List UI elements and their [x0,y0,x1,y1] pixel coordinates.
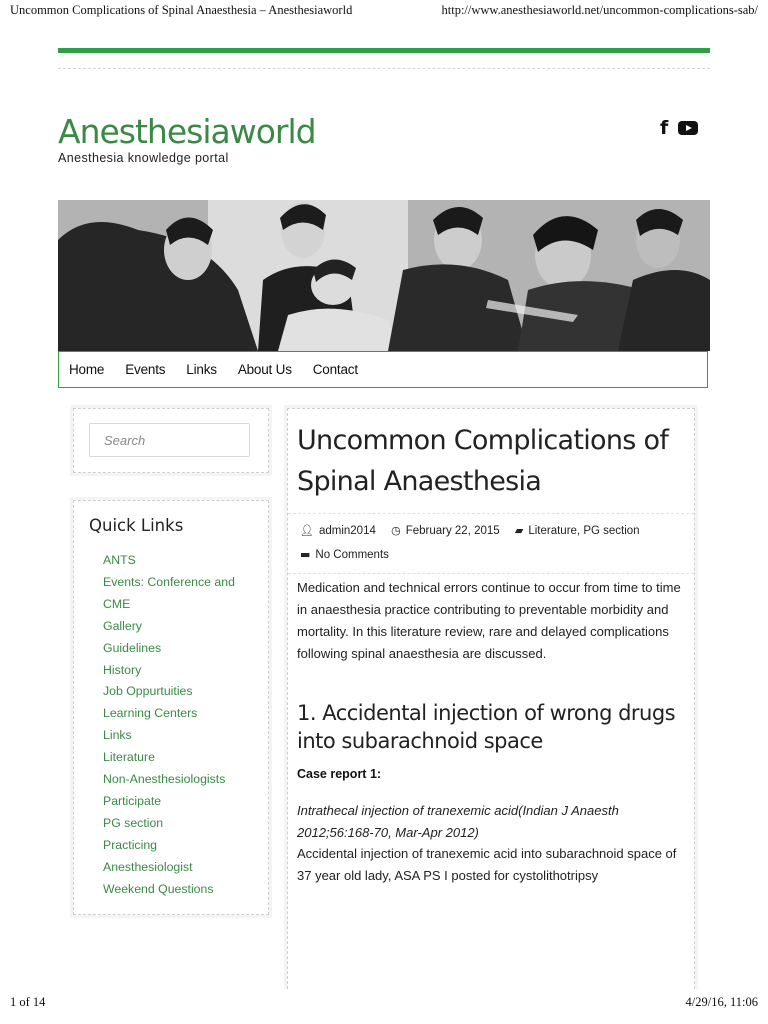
article [287,408,695,989]
print-footer [0,995,768,1015]
quick-link-gallery[interactable]: Gallery [103,618,142,633]
quick-link-non-anesthesiologists[interactable]: Non-Anesthesiologists [103,772,226,787]
quick-link-participate[interactable]: Participate [103,793,162,808]
search-widget [73,408,269,473]
case-citation: Intrathecal injection of tranexemic acid(Indian J Anaesth 2012;56:168-70, Mar-Apr 2012) [297,803,619,840]
print-url: http://www.anesthesiaworld.net/uncommon-complications-sab/ [441,3,758,17]
date-link[interactable]: February 22, 2015 [405,525,500,537]
clock-icon: ◷ [391,524,401,537]
quick-link-practicing[interactable]: Practicing [103,837,157,852]
print-page-title: Uncommon Complications of Spinal Anaesthesia – Anesthesiaworld [10,3,353,17]
quick-link-weekend-questions[interactable]: Weekend Questions [103,881,214,896]
quick-links-list [103,550,253,901]
top-accent-bar [58,48,710,53]
author-link[interactable]: admin2014 [318,525,376,537]
social-links [660,118,698,138]
quick-link-ants[interactable]: ANTS [103,553,136,567]
quick-link-pg-section[interactable]: PG section [103,815,164,830]
quick-link-events-conference[interactable]: Events: Conference and [103,574,235,589]
article-meta [300,519,680,567]
quick-link-anesthesiologist[interactable]: Anesthesiologist [103,859,193,874]
categories-link[interactable]: Literature, PG section [528,525,640,537]
divider [58,68,710,69]
quick-link-learning-centers[interactable]: Learning Centers [103,706,198,721]
user-icon: 👤︎ [300,524,314,537]
nav-item-events[interactable]: Events [125,362,166,377]
header-image [58,200,710,351]
nav-item-home[interactable]: Home [69,362,105,377]
meta-comments [300,543,389,567]
nav-item-contact[interactable]: Contact [312,362,358,377]
print-page-number: 1 of 14 [10,995,46,1009]
quick-link-links[interactable]: Links [103,728,132,743]
article-title: Uncommon Complications of Spinal Anaesthesia [297,425,669,497]
folder-icon: ▰ [514,524,524,537]
site-tagline: Anesthesia knowledge portal [58,151,229,165]
engraving-illustration [58,200,710,351]
nav-item-about-us[interactable]: About Us [237,362,292,377]
quick-link-history[interactable]: History [103,662,142,677]
facebook-icon[interactable]: f [660,117,669,139]
meta-date [391,519,500,543]
quick-link-literature[interactable]: Literature [103,750,155,765]
main-nav [58,351,708,388]
divider [288,573,694,574]
case-text: Accidental injection of tranexemic acid into subarachnoid space of 37 year old lady, ASA PS I posted for cystolithotripsy [297,846,677,883]
quick-link-job-opportunities[interactable]: Job Oppurtuities [103,684,193,699]
comment-icon: ▬ [300,548,311,561]
search-input[interactable] [89,423,250,457]
quick-links-title: Quick Links [89,516,184,535]
meta-categories [515,519,640,543]
meta-author [300,519,376,543]
print-header [0,3,768,23]
nav-item-links[interactable]: Links [186,362,217,377]
site-title[interactable]: Anesthesiaworld [58,112,316,151]
case-report-label: Case report 1: [297,767,382,781]
quick-links-widget [73,500,269,915]
section-heading: 1. Accidental injection of wrong drugs into subarachnoid space [297,701,676,753]
print-timestamp: 4/29/16, 11:06 [685,995,758,1009]
quick-link-cme[interactable]: CME [103,596,131,611]
divider [288,513,694,514]
comments-link[interactable]: No Comments [315,549,389,561]
article-intro: Medication and technical errors continue to occur from time to time in anaesthesia practice contributing to preventable morbidity and mortality. In this literature review, rare and delayed complications following spinal anaesthesia are discussed. [297,580,681,661]
youtube-icon[interactable] [678,121,698,135]
quick-link-guidelines[interactable]: Guidelines [103,640,162,655]
